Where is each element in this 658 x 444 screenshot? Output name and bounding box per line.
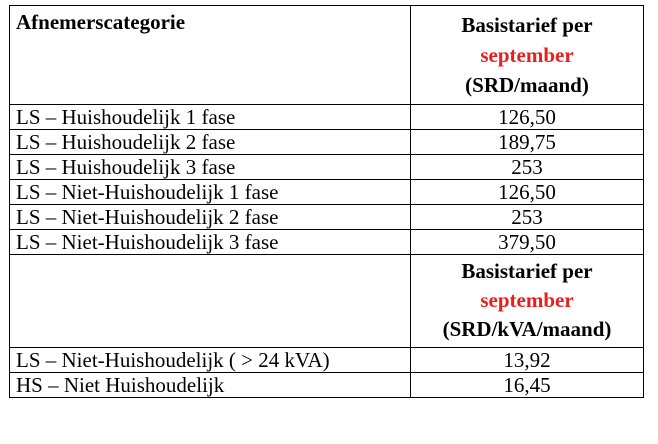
row-category: LS – Huishoudelijk 3 fase	[10, 155, 411, 180]
empty-header-cell	[10, 255, 411, 348]
rate-column-header	[411, 6, 644, 105]
table-row	[10, 105, 644, 130]
row-value: 16,45	[411, 373, 644, 398]
rate-kva-column-header	[411, 255, 644, 348]
rate-header-line1: Basistarief per	[461, 13, 593, 37]
row-value: 126,50	[411, 105, 644, 130]
rate-header-unit: (SRD/maand)	[465, 73, 589, 97]
row-value: 253	[411, 155, 644, 180]
table-row	[10, 348, 644, 373]
row-category: LS – Huishoudelijk 2 fase	[10, 130, 411, 155]
row-value: 379,50	[411, 230, 644, 255]
rate-kva-header-unit: (SRD/kVA/maand)	[442, 317, 612, 341]
table-row	[10, 130, 644, 155]
table-row	[10, 230, 644, 255]
row-category: LS – Huishoudelijk 1 fase	[10, 105, 411, 130]
table-subheader-row	[10, 255, 644, 348]
row-value: 13,92	[411, 348, 644, 373]
row-category: LS – Niet-Huishoudelijk 3 fase	[10, 230, 411, 255]
rate-header-month: september	[480, 43, 574, 67]
row-category: LS – Niet-Huishoudelijk 2 fase	[10, 205, 411, 230]
row-value: 253	[411, 205, 644, 230]
table-row	[10, 180, 644, 205]
row-value: 126,50	[411, 180, 644, 205]
category-column-header: Afnemerscategorie	[10, 6, 411, 105]
table-header-row	[10, 6, 644, 105]
row-category: LS – Niet-Huishoudelijk 1 fase	[10, 180, 411, 205]
row-value: 189,75	[411, 130, 644, 155]
rate-kva-header-line1: Basistarief per	[461, 259, 593, 283]
table-row	[10, 205, 644, 230]
row-category: LS – Niet-Huishoudelijk ( > 24 kVA)	[10, 348, 411, 373]
rate-kva-header-month: september	[480, 288, 574, 312]
table-row	[10, 373, 644, 398]
tariff-table	[9, 5, 644, 398]
row-category: HS – Niet Huishoudelijk	[10, 373, 411, 398]
table-row	[10, 155, 644, 180]
